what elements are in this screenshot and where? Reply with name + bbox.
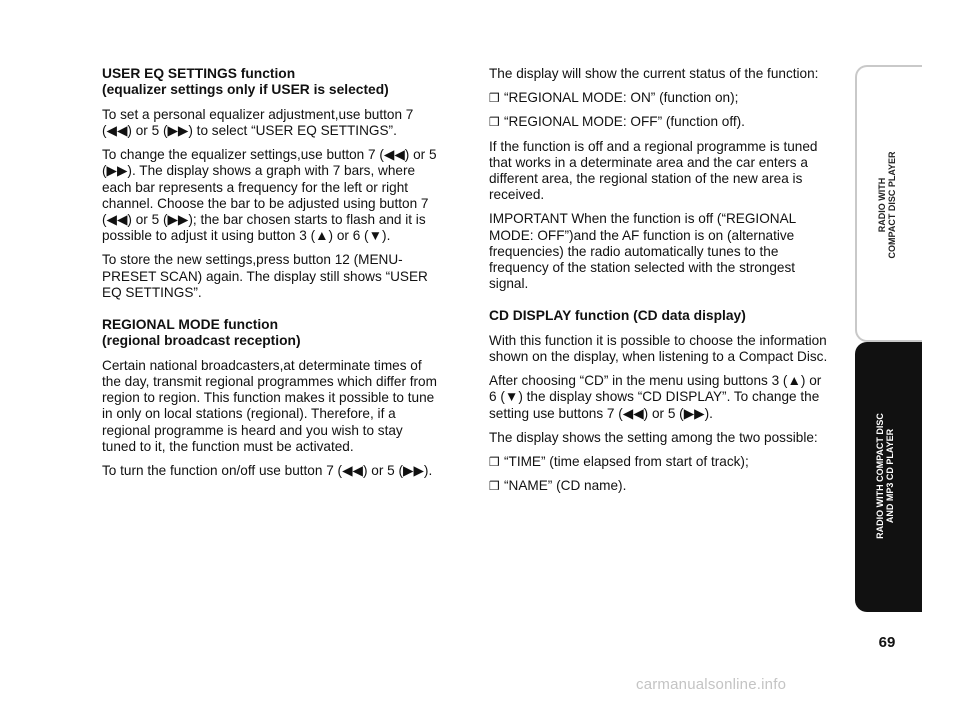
cd-paragraph-2: After choosing “CD” in the menu using buttons 3 (▲) or 6 (▼) the display shows “CD DISPLAY”. To change the setting use buttons 7 (◀◀) or 5 (▶▶). xyxy=(489,373,822,421)
status-off-text: “REGIONAL MODE: OFF” (function off). xyxy=(504,114,745,130)
tab2-line2: AND MP3 CD PLAYER xyxy=(885,428,895,524)
eq-paragraph-3: To store the new settings,press button 12 (MENU-PRESET SCAN) again. The display still shows “USER EQ SETTINGS”. xyxy=(102,252,428,300)
regional-paragraph-1: Certain national broadcasters,at determinate times of the day, transmit regional programmes which differ from region to region. This function makes it possible to tune in only on local stations (regional). Therefore, if a regional programme is heard and you wish to stay tuned to it, the function must be activated. xyxy=(102,357,437,454)
right-column xyxy=(489,66,831,502)
bullet-option-time xyxy=(489,454,831,470)
important-note: IMPORTANT When the function is off (“REGIONAL MODE: OFF”)and the AF function is on (alternative frequencies) the radio automatically tunes to the frequency of the station selected with the strongest signal. xyxy=(489,211,796,292)
off-note: If the function is off and a regional programme is tuned that works in a determinate area and the car enters a different area, the regional station of the new area is received. xyxy=(489,138,818,203)
eq-heading xyxy=(102,66,440,99)
status-intro: The display will show the current status of the function: xyxy=(489,66,819,81)
bullet-option-name xyxy=(489,478,831,494)
cd-paragraph-3: The display shows the setting among the two possible: xyxy=(489,429,818,445)
option-time-text: “TIME” (time elapsed from start of track); xyxy=(504,454,749,470)
tab1-line2: COMPACT DISC PLAYER xyxy=(887,151,897,259)
tab1-line1: RADIO WITH xyxy=(877,177,887,233)
cd-paragraph-1: With this function it is possible to choose the information shown on the display, when listening to a Compact Disc. xyxy=(489,332,828,365)
bullet-status-off xyxy=(489,114,831,130)
regional-paragraph-2: To turn the function on/off use button 7 (◀◀) or 5 (▶▶). xyxy=(102,463,433,479)
bullet-status-on xyxy=(489,90,831,106)
checkbox-bullet-icon: ❒ xyxy=(489,115,500,130)
status-on-text: “REGIONAL MODE: ON” (function on); xyxy=(504,90,739,106)
tab2-line1: RADIO WITH COMPACT DISC xyxy=(875,413,885,539)
regional-heading-line1: REGIONAL MODE function xyxy=(102,317,279,333)
watermark: carmanualsonline.info xyxy=(636,676,787,693)
left-column xyxy=(102,66,440,487)
section-tab-radio-mp3-label xyxy=(875,401,895,551)
regional-heading-line2: (regional broadcast reception) xyxy=(102,333,301,349)
eq-paragraph-2: To change the equalizer settings,use button 7 (◀◀) or 5 (▶▶). The display shows a graph with 7 bars, where each bar represents a frequency for the left or right channel. Choose the bar to be adjusted using button 7 (◀◀) or 5 (▶▶); the bar chosen starts to flash and it is possible to adjust it using button 3 (▲) or 6 (▼). xyxy=(102,147,437,244)
regional-heading xyxy=(102,317,440,350)
eq-paragraph-1: To set a personal equalizer adjustment,use button 7 (◀◀) or 5 (▶▶) to select “USER EQ SETTINGS”. xyxy=(102,106,414,139)
checkbox-bullet-icon: ❒ xyxy=(489,91,500,106)
cd-display-heading: CD DISPLAY function (CD data display) xyxy=(489,308,746,324)
eq-heading-line2: (equalizer settings only if USER is selected) xyxy=(102,82,389,98)
section-tab-radio-cd-label xyxy=(877,140,897,270)
option-name-text: “NAME” (CD name). xyxy=(504,478,627,494)
checkbox-bullet-icon: ❒ xyxy=(489,479,500,494)
page-number: 69 xyxy=(878,634,896,651)
checkbox-bullet-icon: ❒ xyxy=(489,455,500,470)
eq-heading-line1: USER EQ SETTINGS function xyxy=(102,66,296,81)
